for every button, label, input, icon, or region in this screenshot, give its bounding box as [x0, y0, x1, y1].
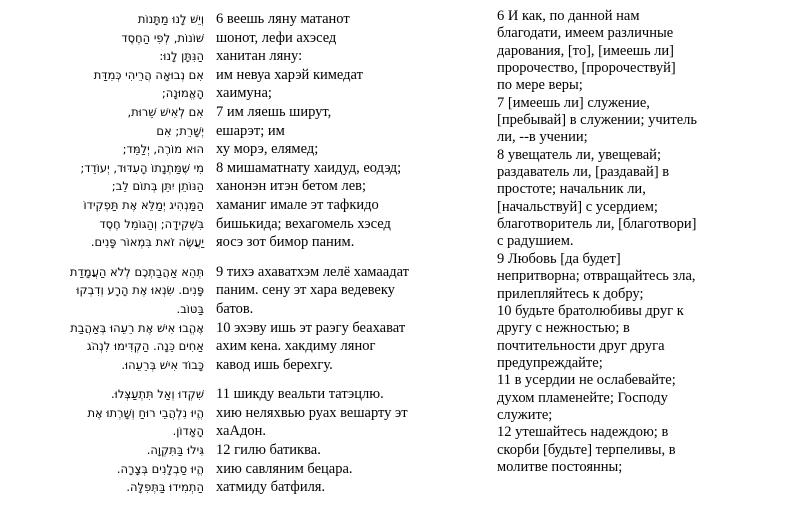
transliteration-text: им невуа харэй кимедат — [216, 66, 363, 83]
hebrew-text: תְּהֵא אַהֲבַתְכֶם לְלֹא הַעֲמָדַת — [69, 264, 204, 279]
verse-row — [14, 122, 484, 141]
verse-row — [14, 215, 484, 234]
verse-group-11-12 — [14, 385, 484, 497]
transliteration-text: хию неляхвью руах вешарту эт — [216, 404, 408, 421]
transliteration-text: ханитан ляну: — [216, 48, 303, 65]
translation-line: благодати, имеем различные — [497, 25, 674, 42]
transliteration-text: 11 шикду веальти татэцлю. — [216, 386, 384, 403]
hebrew-text: כָּבוֹד אִישׁ בְּרֵעֵהוּ. — [121, 357, 204, 372]
translation-line: 9 Любовь [да будет] — [497, 250, 621, 267]
verse-row — [14, 140, 484, 159]
translation-line: 7 [имеешь ли] служение, — [497, 94, 650, 111]
transliteration-text: хатмиду батфиля. — [216, 479, 326, 496]
verse-row — [14, 385, 484, 404]
hebrew-text: בַּטּוֹב. — [176, 301, 204, 316]
translation-line: 6 И как, по данной нам — [497, 8, 640, 24]
translation-line: 8 увещатель ли, увещевай; — [497, 146, 661, 163]
hebrew-text: אַחִים כֵּנָה. הַקְדִּימוּ לִנְהֹג — [86, 339, 204, 354]
verse-row — [14, 281, 484, 300]
transliteration-text: паним. сену эт хара ведевеку — [216, 282, 395, 299]
hebrew-text: הֱיוּ נִלְהֲבֵי רוּחַ וְשָׁרְתוּ אֶת — [87, 405, 204, 420]
translation-line: почтительности друг друга — [497, 337, 665, 354]
hebrew-text: יְשָׁרֵת; אִם — [156, 123, 204, 138]
verse-row — [14, 356, 484, 375]
verse-row — [14, 103, 484, 122]
transliteration-text: кавод ишь берехгу. — [216, 356, 333, 373]
translation-line: предупреждайте; — [497, 354, 603, 371]
hebrew-text: הָאָדוֹן. — [172, 424, 204, 439]
verse-row — [14, 47, 484, 66]
translation-line: служите; — [497, 406, 553, 423]
transliteration-text: ешарэт; им — [216, 122, 285, 139]
hebrew-text: יַעֲשֶׂה זֹאת בִּמְאוֹר פָּנִים. — [90, 235, 204, 250]
transliteration-text: хию савляним бецара. — [216, 460, 353, 477]
translation-line: простоте; начальник ли, — [497, 181, 646, 198]
verse-row — [14, 319, 484, 338]
translation-line: другу с нежностью; в — [497, 320, 630, 337]
interlinear-columns — [14, 10, 484, 508]
transliteration-text: 10 эхэву ишь эт раэгу беахават — [216, 319, 406, 336]
translation-line: по мере веры; — [497, 77, 583, 94]
verse-row — [14, 460, 484, 479]
hebrew-text: אִם נְבוּאָה הֲרֵיהִי כְּמִדַּת — [93, 67, 204, 82]
hebrew-text: וְיֵשׁ לָנוּ מַתָּנוֹת — [137, 12, 204, 26]
hebrew-text: שִׁקְדוּ וְאַל תִּתְעַצְּלוּ. — [111, 387, 204, 402]
verse-row — [14, 337, 484, 356]
verse-row — [14, 300, 484, 319]
hebrew-text: הַנִּתָּן לָנוּ: — [159, 49, 204, 64]
verse-group-6-8 — [14, 10, 484, 252]
verse-row — [14, 422, 484, 441]
translation-line: 11 в усердии не ослабевайте; — [497, 372, 676, 389]
verse-row — [14, 263, 484, 282]
translation-line: благотворитель ли, [благотвори] — [497, 216, 697, 233]
hebrew-text: מִי שֶׁמַּתְנָתוֹ הָעִדּוּד, יְעוֹדֵד; — [80, 160, 204, 175]
translation-line: 12 утешайтесь надеждою; в — [497, 424, 669, 441]
hebrew-text: אִם לְאִישׁ שֵׁרוּת, — [127, 104, 204, 119]
hebrew-text: בִּשְׁקִידָה; וְהַגּוֹמֵל חֶסֶד — [99, 216, 204, 231]
verse-row — [14, 441, 484, 460]
transliteration-text: бишькида; вехагомель хэсед — [216, 215, 391, 232]
translation-line: ли, --в учении; — [497, 129, 588, 146]
verse-group-9-10 — [14, 263, 484, 375]
verse-row — [14, 196, 484, 215]
transliteration-text: хаАдон. — [216, 423, 266, 440]
transliteration-text: хаимуна; — [216, 85, 272, 102]
translation-line: с радушием. — [497, 233, 574, 250]
translation-line: 10 будьте братолюбивы друг к — [497, 302, 684, 319]
hebrew-text: גִּילוּ בַּתִּקְוָה. — [146, 443, 204, 458]
hebrew-text: הַתְמִידוּ בַּתְּפִלָּה. — [126, 480, 204, 495]
transliteration-text: 9 тихэ ахаватхэм лелё хамаадат — [216, 263, 410, 280]
hebrew-text: הֱיוּ סַבְלָנִים בְּצָרָה. — [116, 461, 204, 476]
translation-line: [начальствуй] с усердием; — [497, 198, 658, 215]
transliteration-text: 8 мишаматнату хаидуд, еодэд; — [216, 159, 402, 176]
transliteration-text: 12 гилю батиква. — [216, 442, 321, 459]
hebrew-text: הָאֱמוּנָה; — [161, 86, 204, 101]
translation-line: [пребывай] в служении; учитель — [497, 112, 698, 129]
transliteration-text: шонот, лефи ахэсед — [216, 29, 337, 46]
hebrew-text: הוּא מוֹרֶה, יְלַמֵּד; — [122, 142, 204, 157]
transliteration-text: 6 веешь ляну матанот — [216, 11, 350, 27]
verse-row — [14, 159, 484, 178]
transliteration-text: ханонэн итэн бетом лев; — [216, 178, 367, 195]
hebrew-text: הַנּוֹתֵן יִתֵּן בְּתוֹם לֵב; — [111, 179, 204, 194]
hebrew-text: פָּנִים. שִׂנְאוּ אֶת הָרָע וְדִבְקוּ — [76, 283, 204, 298]
verse-row — [14, 404, 484, 423]
transliteration-text: 7 им ляешь ширут, — [216, 103, 332, 120]
translation-line: непритворна; отвращайтесь зла, — [497, 268, 696, 285]
translation-line: прилепляйтесь к добру; — [497, 285, 644, 302]
transliteration-text: ху морэ, елямед; — [216, 141, 319, 158]
transliteration-text: яосэ зот бимор паним. — [216, 234, 355, 251]
translation-line: пророчество, [пророчествуй] — [497, 60, 676, 77]
translation-line: дарования, [то], [имеешь ли] — [497, 42, 675, 59]
translation-line: раздаватель ли, [раздавай] в — [497, 164, 670, 181]
transliteration-text: хаманиг имале эт тафкидо — [216, 196, 379, 213]
transliteration-text: батов. — [216, 300, 254, 317]
verse-row — [14, 66, 484, 85]
verse-row — [14, 29, 484, 48]
verse-row — [14, 10, 484, 29]
verse-row — [14, 177, 484, 196]
transliteration-text: ахим кена. хакдиму ляног — [216, 338, 376, 355]
verse-row — [14, 233, 484, 252]
translation-line: молитве постоянны; — [497, 458, 623, 475]
hebrew-text: אֶהֱבוּ אִישׁ אֶת רֵעֵהוּ בְּאַהֲבַת — [70, 320, 204, 335]
translation-line: скорби [будьте] терпеливы, в — [497, 441, 676, 458]
hebrew-text: הַמַּנְהִיג יְמַלֵּא אֶת תַּפְקִידוֹ — [83, 197, 204, 212]
translation-line: духом пламенейте; Господу — [497, 389, 668, 406]
translation-column — [497, 8, 797, 476]
verse-row — [14, 84, 484, 103]
verse-row — [14, 478, 484, 497]
hebrew-text: שׁוֹנוֹת, לְפִי הַחֶסֶד — [121, 30, 204, 45]
